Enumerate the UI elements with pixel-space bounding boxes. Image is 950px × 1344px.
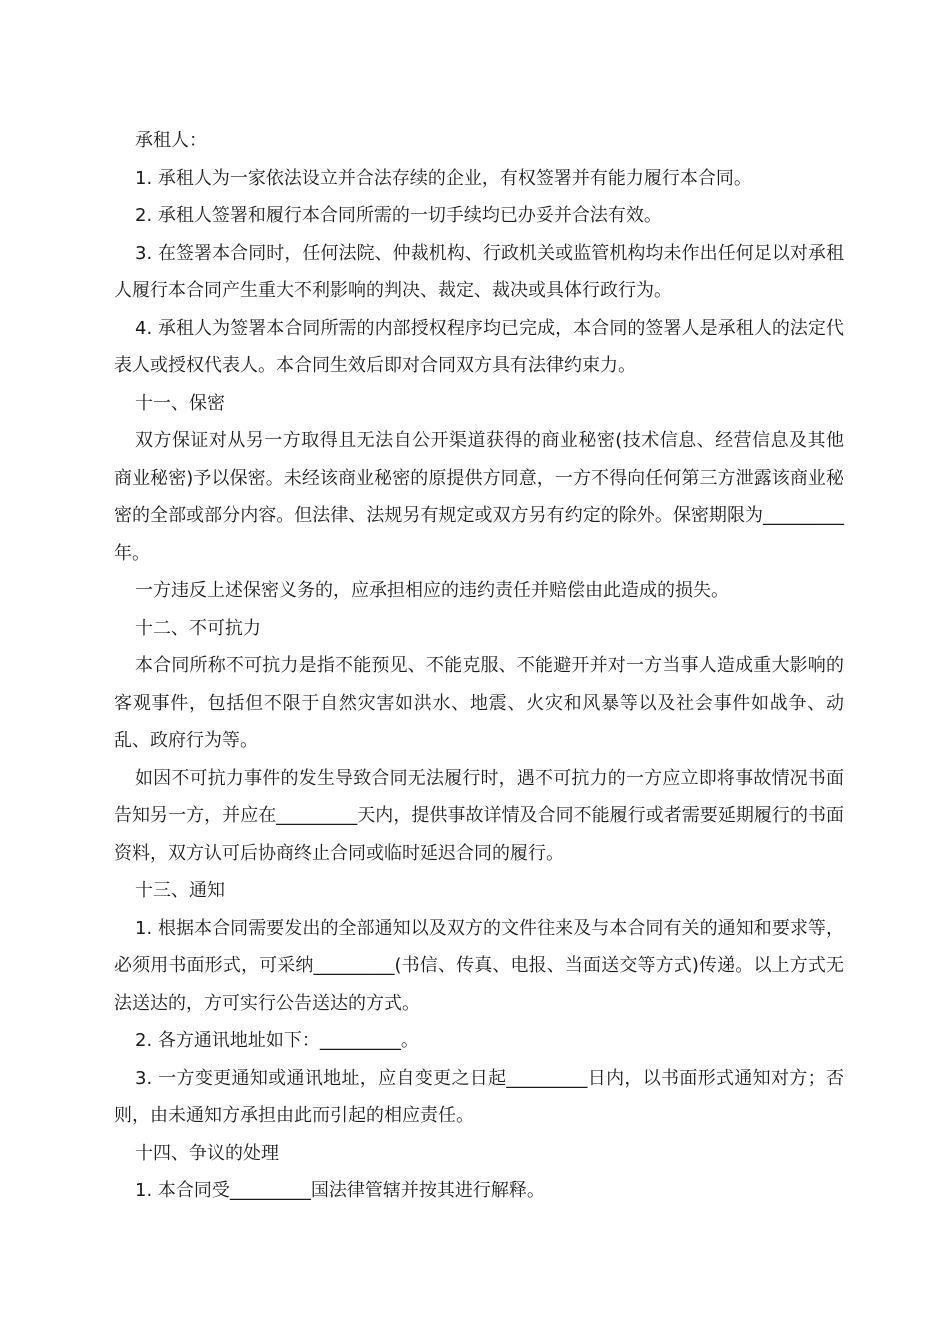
confidentiality-clause-2: 一方违反上述保密义务的，应承担相应的违约责任并赔偿由此造成的损失。 bbox=[135, 580, 729, 601]
document-body bbox=[114, 122, 844, 1210]
lessee-clause-2: 2. 承租人签署和履行本合同所需的一切手续均已办妥并合法有效。 bbox=[135, 205, 662, 226]
lessee-clause-3: 3. 在签署本合同时，任何法院、仲裁机构、行政机关或监管机构均未作出任何足以对承租人履行本合同产生重大不利影响的判决、裁定、裁决或具体行政行为。 bbox=[114, 242, 844, 301]
notice-clause-1: 1. 根据本合同需要发出的全部通知以及双方的文件往来及与本合同有关的通知和要求等，必须用书面形式，可采纳_________(书信、传真、电报、当面送交等方式)传递。以上方式无法送达的，方可实行公告送达的方式。 bbox=[114, 917, 844, 1014]
lessee-clause-1: 1. 承租人为一家依法设立并合法存续的企业，有权签署并有能力履行本合同。 bbox=[135, 167, 752, 189]
confidentiality-clause-1: 双方保证对从另一方取得且无法自公开渠道获得的商业秘密(技术信息、经营信息及其他商业秘密)予以保密。未经该商业秘密的原提供方同意，一方不得向任何第三方泄露该商业秘密的全部或部分内容。但法律、法规另有规定或双方另有约定的除外。保密期限为_________年。 bbox=[114, 430, 844, 564]
section-11-heading: 十一、保密 bbox=[135, 392, 225, 414]
notice-clause-2: 2. 各方通讯地址如下：_________。 bbox=[135, 1030, 419, 1051]
dispute-clause-1: 1. 本合同受_________国法律管辖并按其进行解释。 bbox=[135, 1180, 545, 1201]
section-13-heading: 十三、通知 bbox=[135, 880, 225, 901]
lessee-clause-4: 4. 承租人为签署本合同所需的内部授权程序均已完成，本合同的签署人是承租人的法定代表人或授权代表人。本合同生效后即对合同双方具有法律约束力。 bbox=[114, 317, 844, 376]
notice-clause-3: 3. 一方变更通知或通讯地址，应自变更之日起_________日内，以书面形式通知对方；否则，由未通知方承担由此而引起的相应责任。 bbox=[114, 1067, 844, 1126]
force-majeure-clause-2: 如因不可抗力事件的发生导致合同无法履行时，遇不可抗力的一方应立即将事故情况书面告知另一方，并应在_________天内，提供事故详情及合同不能履行或者需要延期履行的书面资料，双方认可后协商终止合同或临时延迟合同的履行。 bbox=[114, 767, 844, 864]
section-lessee-heading: 承租人： bbox=[135, 130, 207, 151]
section-12-heading: 十二、不可抗力 bbox=[135, 617, 261, 639]
force-majeure-clause-1: 本合同所称不可抗力是指不能预见、不能克服、不能避开并对一方当事人造成重大影响的客观事件，包括但不限于自然灾害如洪水、地震、火灾和风暴等以及社会事件如战争、动乱、政府行为等。 bbox=[114, 655, 844, 751]
section-14-heading: 十四、争议的处理 bbox=[135, 1142, 279, 1164]
